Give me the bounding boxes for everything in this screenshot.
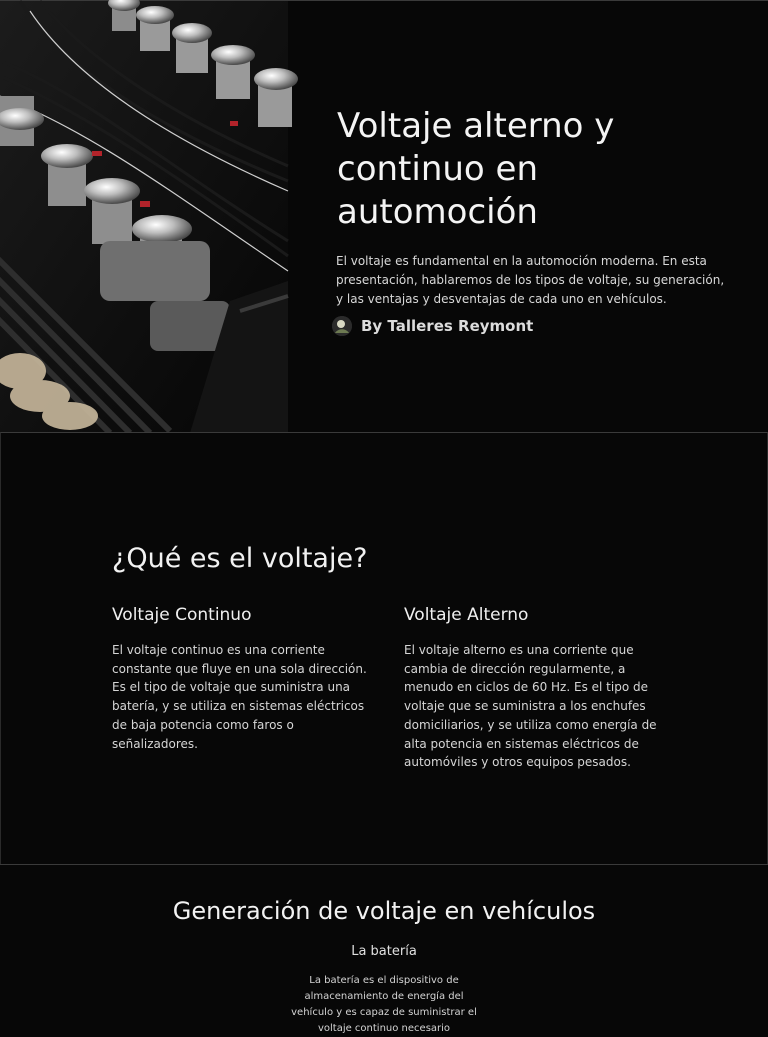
presentation-title: Voltaje alterno y continuo en automoción	[337, 106, 615, 232]
voltage-generation-slide	[0, 864, 768, 1034]
author-name: By Talleres Reymont	[361, 317, 534, 335]
ac-voltage-column	[404, 605, 660, 772]
column-title: Voltaje Alterno	[404, 605, 529, 625]
battery-description: La batería es el dispositivo de almacenamiento de energía del vehículo y es capaz de suministrar el voltaje continuo necesario	[291, 975, 477, 1034]
intro-paragraph: El voltaje es fundamental en la automoción moderna. En esta presentación, hablaremos de los tipos de voltaje, su generación, y las ventajas y desventajas de cada uno en vehículos.	[336, 254, 725, 306]
column-body: El voltaje continuo es una corriente constante que fluye en una sola dirección. Es el tipo de voltaje que suministra una batería, y se utiliza en sistemas eléctricos de baja potencia como faros o señalizadores.	[112, 643, 367, 751]
battery-subheading: La batería	[351, 944, 417, 959]
engine-image	[0, 1, 288, 433]
section-heading: Generación de voltaje en vehículos	[172, 897, 596, 925]
what-is-voltage-slide	[0, 432, 768, 864]
section-heading: ¿Qué es el voltaje?	[112, 543, 368, 574]
column-body: El voltaje alterno es una corriente que cambia de dirección regularmente, a menudo en ciclos de 60 Hz. Es el tipo de voltaje que se suministra a los enchufes domiciliarios, y se utiliza como energía de alta potencia en sistemas eléctricos de automóviles y otros equipos pesados.	[404, 643, 657, 770]
author-avatar-icon	[332, 316, 352, 336]
engine-carburetors-image	[0, 1, 288, 433]
title-slide	[0, 0, 768, 432]
dc-voltage-column	[112, 605, 368, 753]
column-title: Voltaje Continuo	[112, 605, 252, 625]
author-byline	[332, 316, 533, 336]
